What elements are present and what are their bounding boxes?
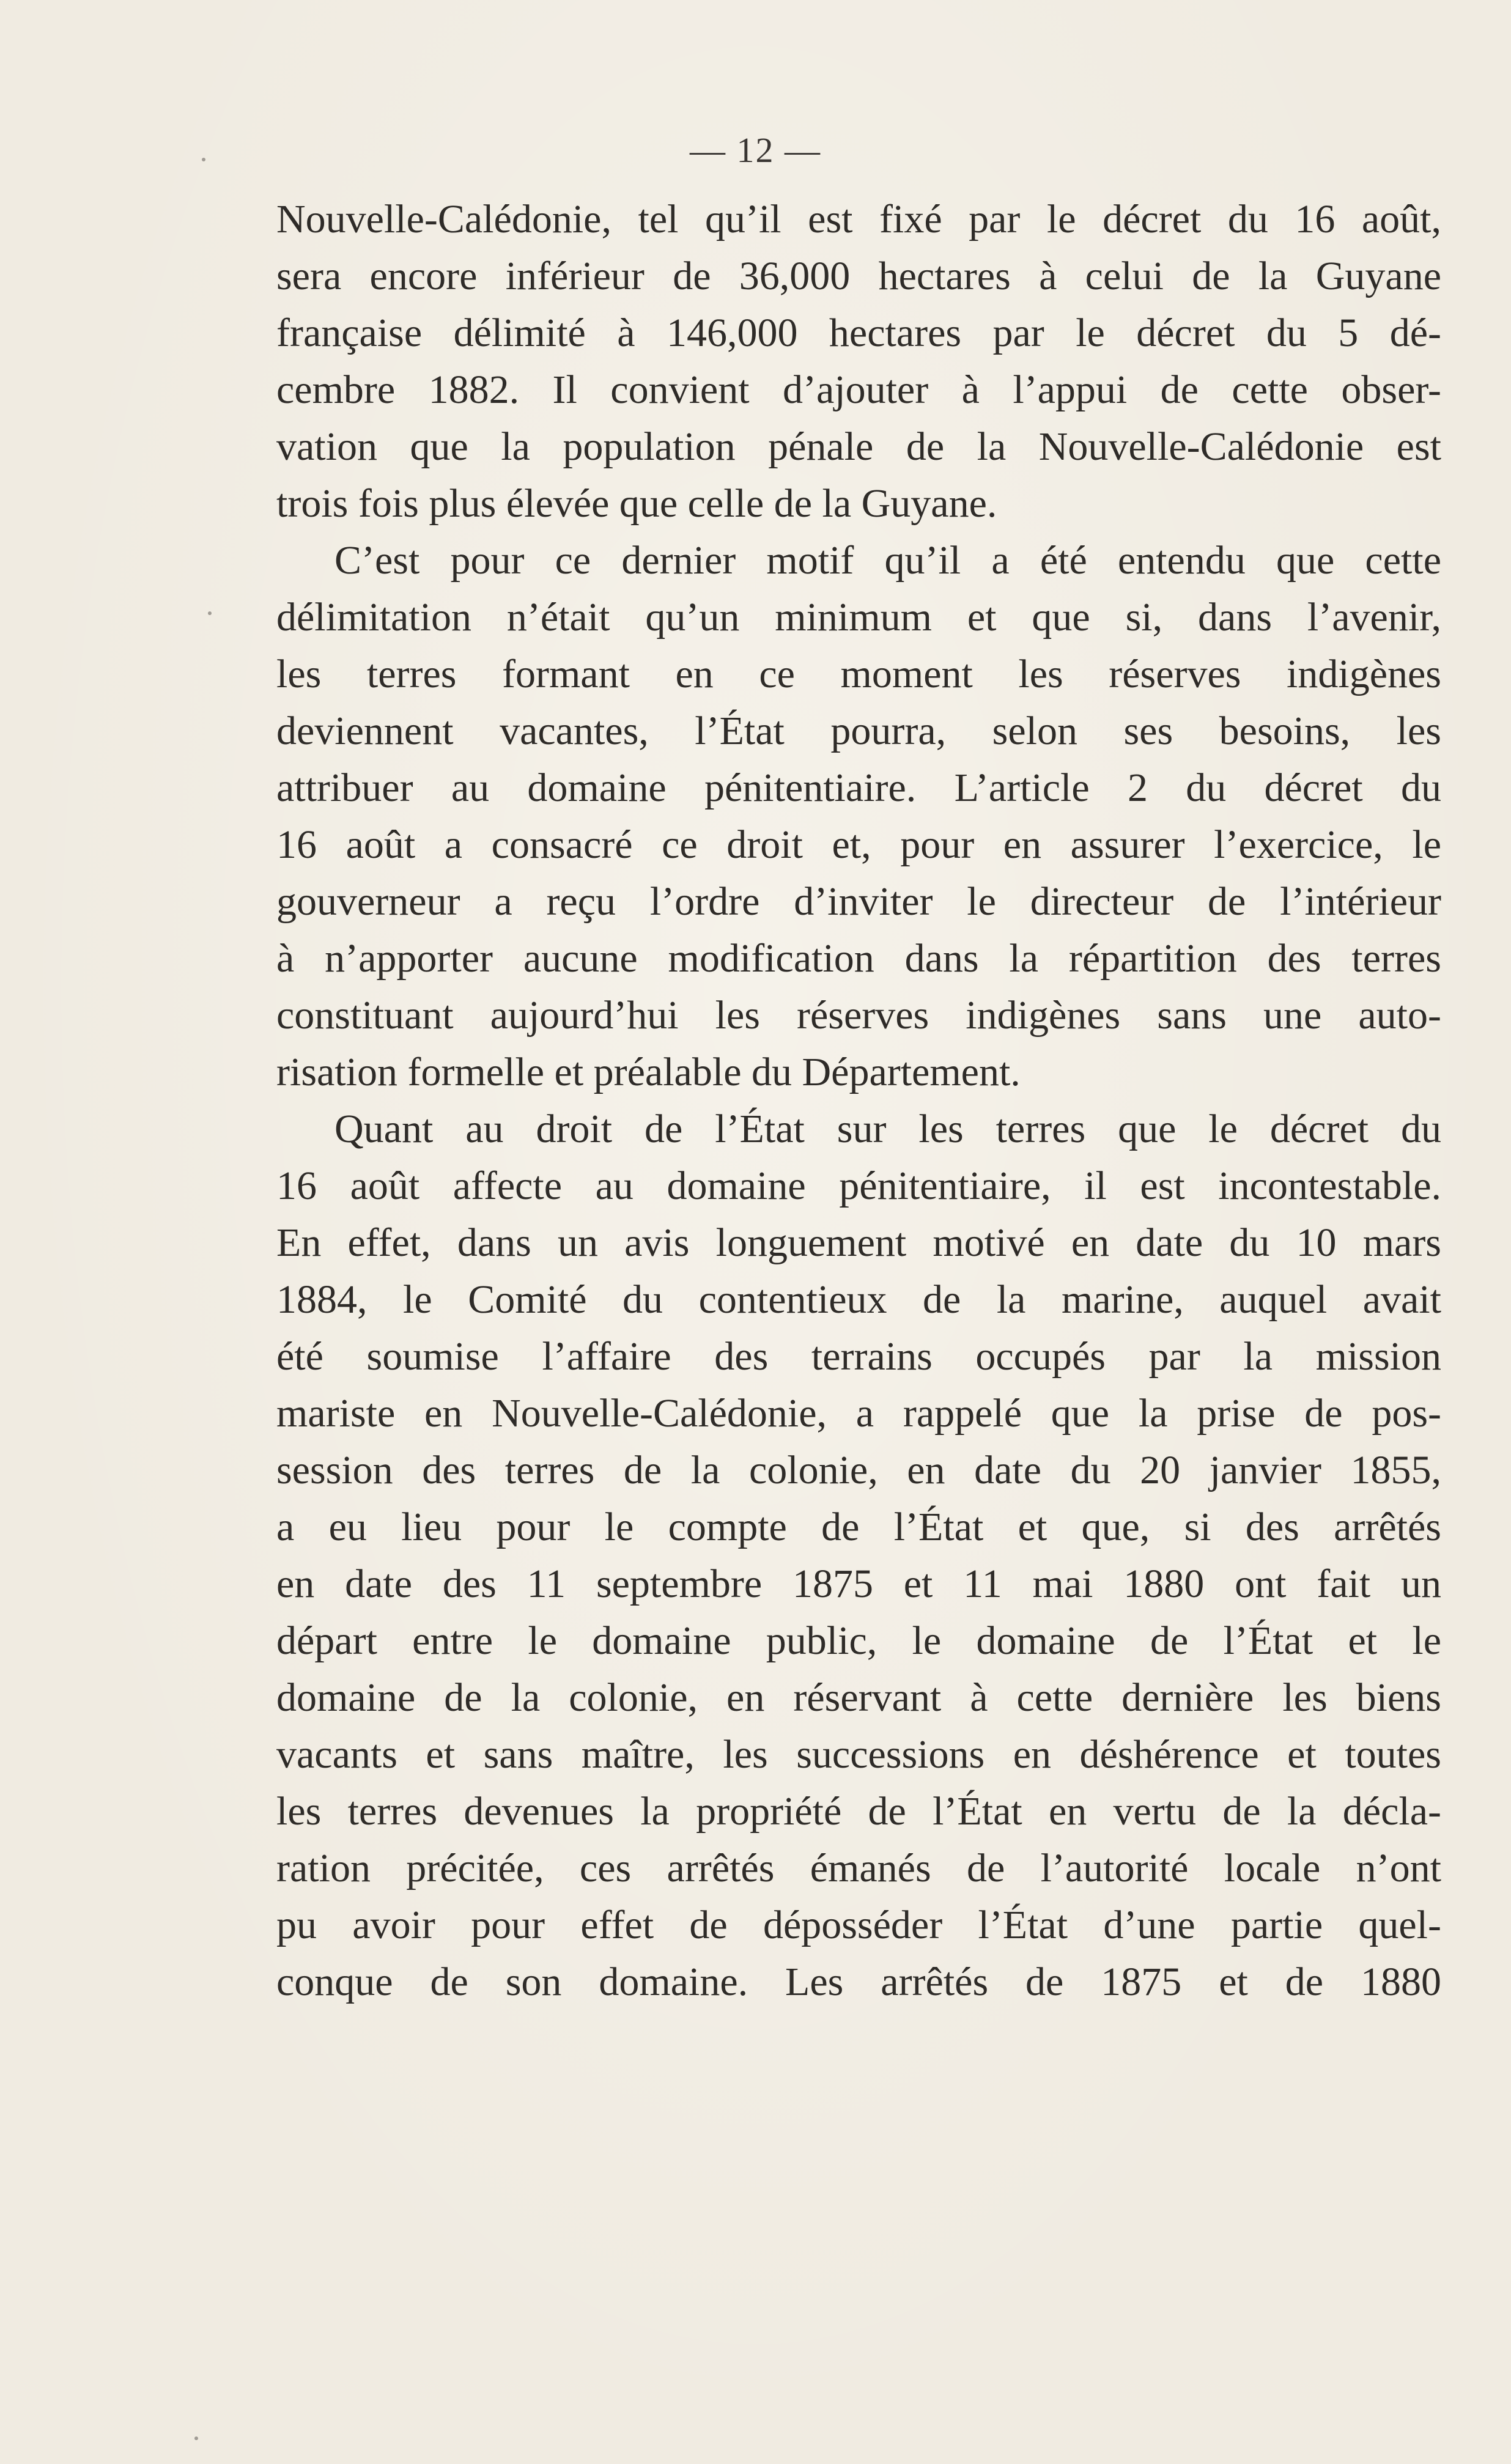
text-line: vacants et sans maître, les successions en déshérence et toutes xyxy=(276,1732,1441,1777)
text-line: ration précitée, ces arrêtés émanés de l’autorité locale n’ont xyxy=(276,1846,1441,1890)
text-line: mariste en Nouvelle-Calédonie, a rappelé que la prise de pos- xyxy=(276,1391,1441,1436)
text-line: C’est pour ce dernier motif qu’il a été entendu que cette xyxy=(334,538,1441,583)
text-line: sera encore inférieur de 36,000 hectares à celui de la Guyane xyxy=(276,254,1441,298)
text-line: 16 août affecte au domaine pénitentiaire, il est incontestable. xyxy=(276,1164,1441,1208)
text-line: française délimité à 146,000 hectares par le décret du 5 dé- xyxy=(276,311,1441,355)
text-line: les terres devenues la propriété de l’État en vertu de la décla- xyxy=(276,1789,1441,1834)
paper-speck xyxy=(202,158,205,161)
text-line: départ entre le domaine public, le domaine de l’État et le xyxy=(276,1618,1441,1663)
text-line: les terres formant en ce moment les réserves indigènes xyxy=(276,652,1441,696)
text-line: attribuer au domaine pénitentiaire. L’article 2 du décret du xyxy=(276,765,1441,810)
paper-speck xyxy=(194,2436,198,2440)
text-line: gouverneur a reçu l’ordre d’inviter le directeur de l’intérieur xyxy=(276,879,1441,924)
text-line: a eu lieu pour le compte de l’État et que, si des arrêtés xyxy=(276,1505,1441,1549)
text-line: constituant aujourd’hui les réserves indigènes sans une auto- xyxy=(276,993,1441,1038)
text-line: trois fois plus élevée que celle de la Guyane. xyxy=(276,481,997,526)
text-line: à n’apporter aucune modification dans la répartition des terres xyxy=(276,936,1441,981)
text-line: été soumise l’affaire des terrains occupés par la mission xyxy=(276,1334,1441,1379)
body-text xyxy=(276,191,1441,2010)
text-line: cembre 1882. Il convient d’ajouter à l’appui de cette obser- xyxy=(276,367,1441,412)
text-line: conque de son domaine. Les arrêtés de 1875 et de 1880 xyxy=(276,1960,1441,2004)
text-line: Nouvelle-Calédonie, tel qu’il est fixé par le décret du 16 août, xyxy=(276,197,1441,242)
text-line: 16 août a consacré ce droit et, pour en assurer l’exercice, le xyxy=(276,822,1441,867)
text-line: 1884, le Comité du contentieux de la marine, auquel avait xyxy=(276,1277,1441,1322)
text-line: deviennent vacantes, l’État pourra, selon ses besoins, les xyxy=(276,709,1441,753)
paper-speck xyxy=(208,611,212,615)
text-line: Quant au droit de l’État sur les terres que le décret du xyxy=(334,1107,1441,1151)
text-line: en date des 11 septembre 1875 et 11 mai 1880 ont fait un xyxy=(276,1562,1441,1606)
page-number: — 12 — xyxy=(690,130,821,170)
text-line: risation formelle et préalable du Département. xyxy=(276,1050,1021,1094)
text-line: délimitation n’était qu’un minimum et que si, dans l’avenir, xyxy=(276,595,1441,640)
text-line: pu avoir pour effet de déposséder l’État d’une partie quel- xyxy=(276,1903,1441,1947)
text-line: domaine de la colonie, en réservant à cette dernière les biens xyxy=(276,1675,1441,1720)
text-line: vation que la population pénale de la Nouvelle-Calédonie est xyxy=(276,424,1441,469)
text-line: session des terres de la colonie, en date du 20 janvier 1855, xyxy=(276,1448,1441,1492)
text-line: En effet, dans un avis longuement motivé en date du 10 mars xyxy=(276,1220,1441,1265)
